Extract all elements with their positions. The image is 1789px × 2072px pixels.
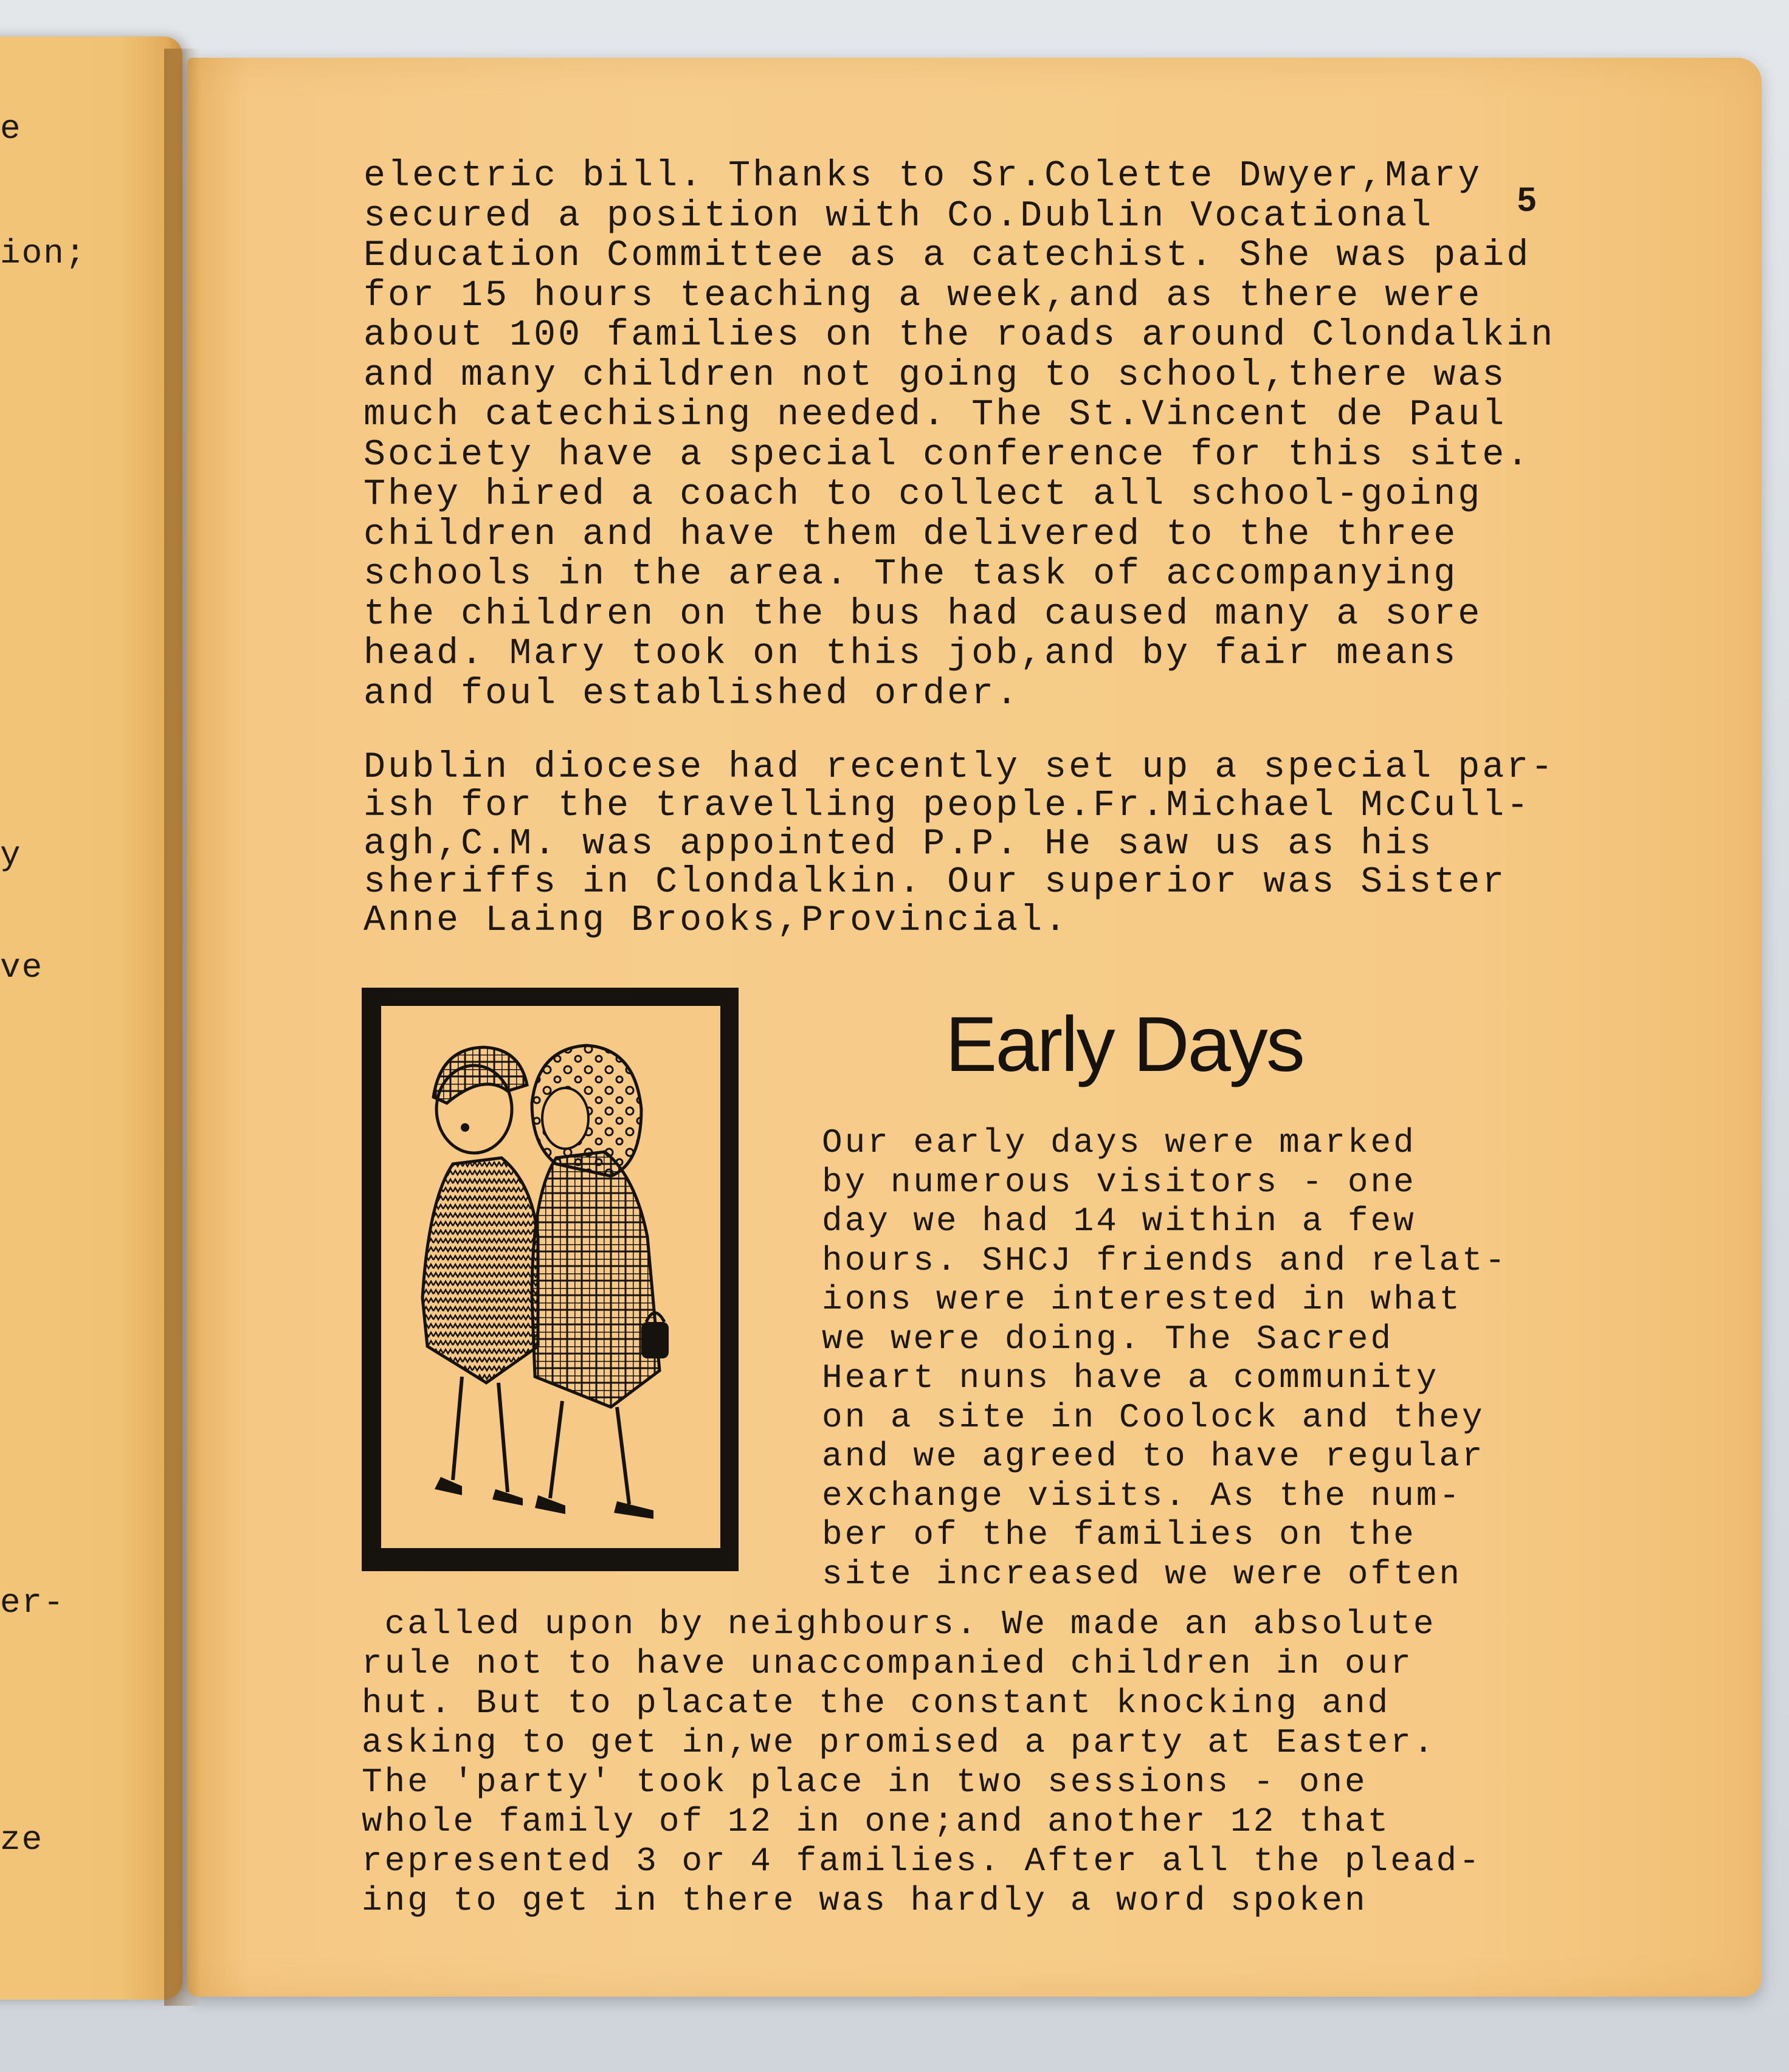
text-line: sheriffs in Clondalkin. Our superior was Sister	[364, 862, 1507, 903]
page-number: 5	[1517, 180, 1537, 218]
text-line: ish for the travelling people.Fr.Michael McCull-	[364, 785, 1531, 827]
text-line: Society have a special conference for this site.	[364, 434, 1531, 476]
text-line: about 100 families on the roads around Clondalkin	[364, 315, 1556, 356]
text-line: called upon by neighbours. We made an absolute	[362, 1605, 1436, 1643]
text-line: on a site in Coolock and they	[822, 1397, 1485, 1437]
text-line: head. Mary took on this job,and by fair means	[364, 633, 1458, 675]
section-heading: Early Days	[945, 1001, 1303, 1088]
text-line: and many children not going to school,there was	[364, 354, 1507, 396]
text-line: electric bill. Thanks to Sr.Colette Dwyer,Mary	[364, 156, 1483, 197]
text-line: asking to get in,we promised a party at Easter.	[362, 1723, 1436, 1762]
text-line: Heart nuns have a community	[822, 1358, 1439, 1397]
text-line: They hired a coach to collect all school-going	[364, 474, 1483, 515]
text-line: much catechising needed. The St.Vincent de Paul	[364, 394, 1507, 436]
text-line: ing to get in there was hardly a word spoken	[362, 1881, 1368, 1920]
paragraph-dublin-diocese	[364, 749, 1555, 940]
text-line: Education Committee as a catechist. She was paid	[364, 235, 1531, 277]
text-line: we were doing. The Sacred	[822, 1319, 1394, 1358]
two-women-woodcut-illustration	[356, 982, 745, 1577]
text-line: day we had 14 within a few	[822, 1202, 1416, 1241]
left-page-fragment: ze	[0, 1820, 44, 1859]
left-page-fragment: ve	[0, 948, 44, 987]
text-line: hut. But to placate the constant knocking and	[362, 1684, 1391, 1723]
text-line: secured a position with Co.Dublin Vocational	[364, 195, 1434, 237]
text-line: Dublin diocese had recently set up a special par-	[364, 747, 1556, 788]
left-page-fragment: y	[0, 836, 22, 875]
text-line: agh,C.M. was appointed P.P. He saw us as his	[364, 824, 1434, 865]
text-line: ber of the families on the	[822, 1515, 1416, 1554]
page-gutter-shadow	[164, 49, 201, 2006]
left-page-fragment: e	[0, 109, 22, 148]
text-line: whole family of 12 in one;and another 12 that	[362, 1802, 1391, 1841]
text-line: Our early days were marked	[822, 1123, 1416, 1162]
text-line: by numerous visitors - one	[822, 1162, 1416, 1202]
text-line: for 15 hours teaching a week,and as there were	[364, 275, 1483, 317]
paragraph-neighbours	[362, 1605, 1482, 1921]
text-line: and foul established order.	[364, 673, 1021, 715]
text-line: and we agreed to have regular	[822, 1437, 1485, 1476]
text-line: rule not to have unaccompanied children in our	[362, 1644, 1413, 1683]
left-page-fragment: er-	[0, 1583, 65, 1622]
text-line: Anne Laing Brooks,Provincial.	[364, 900, 1069, 941]
text-line: the children on the bus had caused many a sore	[364, 593, 1483, 635]
left-page-fragment: ion;	[0, 234, 87, 273]
text-line: hours. SHCJ friends and relat-	[822, 1241, 1508, 1280]
text-line: exchange visits. As the num-	[822, 1476, 1462, 1515]
text-line: site increased we were often	[822, 1554, 1462, 1594]
paragraph-early-days	[822, 1123, 1508, 1594]
text-line: ions were interested in what	[822, 1280, 1462, 1319]
text-line: represented 3 or 4 families. After all the plead-	[362, 1842, 1482, 1881]
text-line: schools in the area. The task of accompanying	[364, 554, 1458, 595]
text-line: The 'party' took place in two sessions - one	[362, 1763, 1368, 1802]
previous-page-edge	[0, 36, 182, 2000]
paragraph-electric-bill	[364, 157, 1555, 714]
text-line: children and have them delivered to the three	[364, 514, 1458, 556]
